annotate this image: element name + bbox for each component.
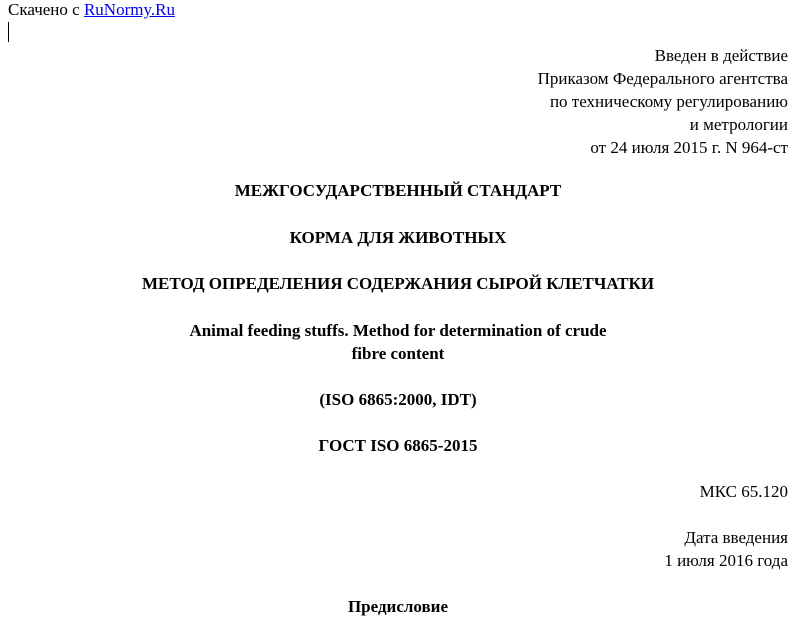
gost-code: ГОСТ ISO 6865-2015 (318, 436, 478, 455)
title-en-line-1: Animal feeding stuffs. Method for determination of crude (189, 321, 607, 340)
source-link[interactable]: RuNormy.Ru (83, 0, 175, 19)
foreword-heading: Предисловие (347, 597, 449, 616)
title-ru-line-2: МЕТОД ОПРЕДЕЛЕНИЯ СОДЕРЖАНИЯ СЫРОЙ КЛЕТЧАТКИ (141, 274, 655, 293)
standard-category: МЕЖГОСУДАРСТВЕННЫЙ СТАНДАРТ (234, 181, 562, 200)
intro-date-label: Дата введения (684, 528, 788, 547)
source-line (8, 0, 175, 20)
title-ru-line-1: КОРМА ДЛЯ ЖИВОТНЫХ (289, 228, 507, 247)
intro-date-value: 1 июля 2016 года (664, 551, 788, 570)
mks-code (700, 480, 788, 503)
mks-value: МКС 65.120 (699, 482, 788, 501)
intro-date-block (664, 526, 788, 572)
enactment-line: от 24 июля 2015 г. N 964-ст (590, 138, 788, 157)
enactment-line: Введен в действие (654, 46, 788, 65)
enactment-line: по техническому регулированию (549, 92, 788, 111)
iso-reference: (ISO 6865:2000, IDT) (319, 390, 477, 409)
text-cursor (8, 22, 9, 42)
enactment-line: Приказом Федерального агентства (537, 69, 788, 88)
enactment-block (538, 44, 788, 159)
source-prefix: Скачено с (8, 0, 84, 19)
title-en-line-2: fibre content (351, 344, 445, 363)
enactment-line: и метрологии (689, 115, 788, 134)
